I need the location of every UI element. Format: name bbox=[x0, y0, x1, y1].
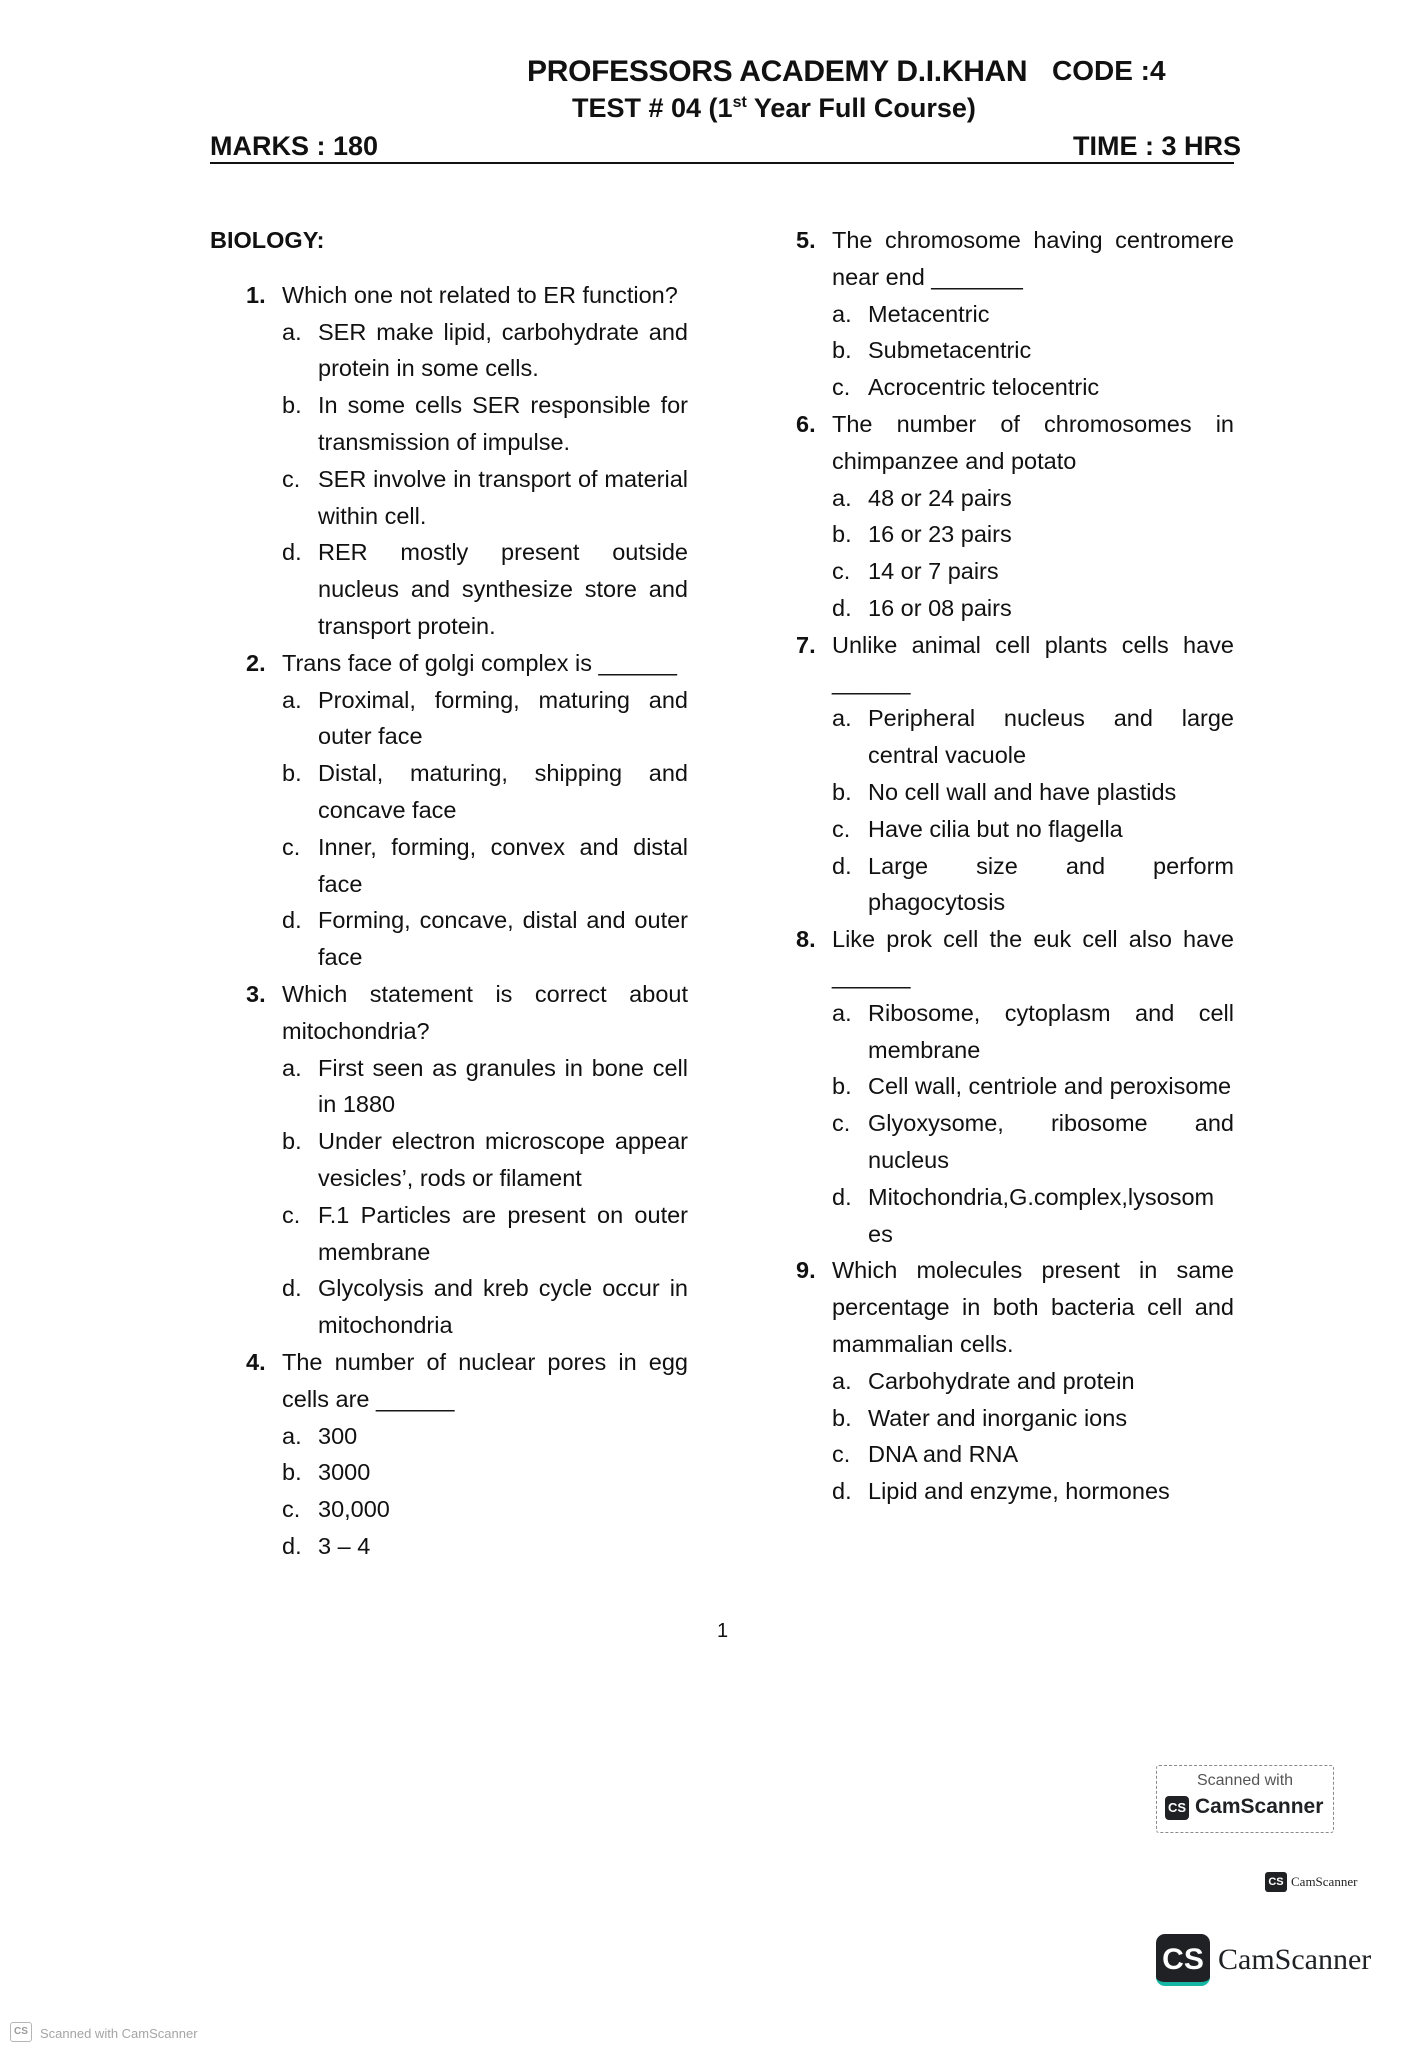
question-text: Which statement is correct about mitochondria? bbox=[282, 980, 688, 1044]
option-text: Glycolysis and kreb cycle occur in mitochondria bbox=[318, 1275, 688, 1339]
option-letter: c. bbox=[282, 1496, 301, 1523]
camscanner-stamp-caption: Scanned with bbox=[1196, 1772, 1294, 1789]
option-letter: a. bbox=[832, 1367, 852, 1394]
camscanner-footer-text: Scanned with CamScanner bbox=[40, 2026, 198, 2041]
option-text: RER mostly present outside nucleus and synthesize store and transport protein. bbox=[318, 539, 688, 639]
option-letter: b. bbox=[832, 337, 852, 364]
option-text: Lipid and enzyme, hormones bbox=[868, 1478, 1170, 1505]
option-letter: c. bbox=[282, 1201, 301, 1228]
question-number: 1. bbox=[246, 281, 266, 308]
option-letter: b. bbox=[282, 392, 302, 419]
option-letter: b. bbox=[832, 521, 852, 548]
option-letter: d. bbox=[832, 1478, 852, 1505]
camscanner-small-name: CamScanner bbox=[1291, 1874, 1358, 1889]
option bbox=[832, 774, 1234, 811]
option-text: 14 or 7 pairs bbox=[868, 558, 999, 585]
section-title: BIOLOGY: bbox=[210, 227, 325, 253]
test-subtitle: TEST # 04 (1st Year Full Course) bbox=[572, 93, 976, 123]
question-text: The chromosome having centromere near end _______ bbox=[832, 227, 1234, 290]
option-text: F.1 Particles are present on outer membrane bbox=[318, 1201, 688, 1265]
option bbox=[832, 296, 1234, 333]
option-letter: a. bbox=[832, 484, 852, 511]
question-text: The number of nuclear pores in egg cells are ______ bbox=[282, 1348, 688, 1412]
option bbox=[832, 995, 1234, 1069]
option-text: Ribosome, cytoplasm and cell membrane bbox=[868, 999, 1234, 1063]
option bbox=[832, 1363, 1234, 1400]
option-letter: d. bbox=[282, 907, 302, 934]
option bbox=[282, 314, 688, 388]
option-text: Water and inorganic ions bbox=[868, 1404, 1128, 1431]
option bbox=[282, 387, 688, 461]
option bbox=[282, 1418, 688, 1455]
option-text: Under electron microscope appear vesicles’, rods or filament bbox=[318, 1128, 688, 1191]
option-text: DNA and RNA bbox=[868, 1441, 1019, 1468]
option bbox=[832, 369, 1234, 406]
option-letter: b. bbox=[282, 1128, 302, 1155]
camscanner-big-logo-icon: CS bbox=[1156, 1934, 1210, 1986]
option bbox=[832, 553, 1234, 590]
option-letter: c. bbox=[832, 374, 851, 401]
option-letter: d. bbox=[832, 1183, 852, 1210]
camscanner-stamp-name: CamScanner bbox=[1195, 1795, 1324, 1818]
option-letter: c. bbox=[832, 1110, 851, 1137]
option-letter: d. bbox=[282, 539, 302, 566]
time-allowed: TIME : 3 HRS bbox=[1073, 131, 1242, 161]
option bbox=[832, 1068, 1234, 1105]
question-text: Like prok cell the euk cell also have ______ bbox=[832, 926, 1234, 989]
option bbox=[282, 1270, 688, 1344]
question-number: 2. bbox=[246, 649, 266, 676]
option bbox=[832, 332, 1234, 369]
camscanner-small-logo-icon: CS bbox=[1265, 1872, 1287, 1892]
option-letter: b. bbox=[832, 778, 852, 805]
option bbox=[832, 1436, 1234, 1473]
question bbox=[210, 1344, 688, 1565]
option-letter: d. bbox=[832, 852, 852, 879]
option-letter: a. bbox=[282, 318, 302, 345]
option-text: Have cilia but no flagella bbox=[868, 815, 1123, 842]
question-number: 9. bbox=[796, 1257, 816, 1284]
question-number: 8. bbox=[796, 926, 816, 953]
question-number: 3. bbox=[246, 980, 266, 1007]
option-text: Large size and perform phagocytosis bbox=[868, 852, 1234, 916]
paper-code: CODE :4 bbox=[1052, 55, 1166, 86]
option bbox=[282, 902, 688, 976]
option-letter: a. bbox=[282, 1054, 302, 1081]
option bbox=[282, 1197, 688, 1271]
option bbox=[832, 1400, 1234, 1437]
option bbox=[282, 682, 688, 756]
question bbox=[796, 921, 1234, 1252]
question-text: Which molecules present in same percentage in both bacteria cell and mammalian cells. bbox=[832, 1257, 1234, 1357]
option bbox=[282, 1050, 688, 1124]
option-text: Cell wall, centriole and peroxisome bbox=[868, 1073, 1232, 1100]
option-letter: a. bbox=[282, 686, 302, 713]
option-letter: b. bbox=[282, 760, 302, 787]
option bbox=[282, 461, 688, 535]
option-text: Submetacentric bbox=[868, 337, 1032, 364]
option bbox=[282, 1123, 688, 1197]
institute-title: PROFESSORS ACADEMY D.I.KHAN bbox=[527, 55, 1028, 88]
question bbox=[796, 222, 1234, 406]
question-number: 4. bbox=[246, 1348, 266, 1375]
option-letter: c. bbox=[832, 1441, 851, 1468]
option-text: Proximal, forming, maturing and outer face bbox=[318, 686, 688, 750]
option-text: 16 or 23 pairs bbox=[868, 521, 1012, 548]
option bbox=[282, 829, 688, 903]
total-marks: MARKS : 180 bbox=[210, 131, 379, 161]
question bbox=[210, 277, 688, 645]
option bbox=[282, 534, 688, 644]
option bbox=[282, 1528, 688, 1565]
option bbox=[282, 1454, 688, 1491]
option-text: Mitochondria,G.complex,lysosom es bbox=[868, 1183, 1215, 1247]
camscanner-footer-logo-icon: CS bbox=[10, 2022, 32, 2042]
option-text: 300 bbox=[318, 1422, 358, 1449]
option bbox=[832, 1473, 1234, 1510]
option-text: SER make lipid, carbohydrate and protein in some cells. bbox=[318, 318, 688, 382]
option bbox=[282, 1491, 688, 1528]
option-letter: c. bbox=[832, 815, 851, 842]
option bbox=[832, 590, 1234, 627]
option-text: Metacentric bbox=[868, 300, 990, 327]
header-rule bbox=[210, 162, 1234, 164]
question-number: 5. bbox=[796, 227, 816, 253]
option-letter: c. bbox=[282, 833, 301, 860]
left-column bbox=[210, 222, 688, 1565]
option-letter: a. bbox=[832, 300, 852, 327]
option-letter: c. bbox=[832, 558, 851, 585]
option-letter: d. bbox=[282, 1275, 302, 1302]
camscanner-big-name: CamScanner bbox=[1218, 1943, 1372, 1976]
option bbox=[832, 1179, 1234, 1253]
question bbox=[210, 976, 688, 1344]
option bbox=[832, 811, 1234, 848]
option bbox=[832, 700, 1234, 774]
question bbox=[796, 627, 1234, 921]
option-letter: a. bbox=[282, 1422, 302, 1449]
page-number: 1 bbox=[717, 1620, 729, 1642]
question-text: Unlike animal cell plants cells have ______ bbox=[832, 631, 1234, 695]
option-letter: b. bbox=[832, 1073, 852, 1100]
question-text: Which one not related to ER function? bbox=[282, 281, 678, 308]
option bbox=[832, 516, 1234, 553]
option-text: Forming, concave, distal and outer face bbox=[318, 907, 688, 971]
option-text: SER involve in transport of material within cell. bbox=[318, 465, 688, 529]
option-text: Peripheral nucleus and large central vacuole bbox=[868, 705, 1234, 769]
option-letter: b. bbox=[832, 1404, 852, 1431]
option-text: 30,000 bbox=[318, 1496, 390, 1523]
option-text: 3 – 4 bbox=[318, 1532, 371, 1559]
option bbox=[832, 1105, 1234, 1179]
option-text: Distal, maturing, shipping and concave face bbox=[318, 760, 688, 823]
question-number: 6. bbox=[796, 410, 816, 437]
option-text: Acrocentric telocentric bbox=[868, 374, 1100, 401]
option-letter: d. bbox=[282, 1532, 302, 1559]
option-letter: b. bbox=[282, 1459, 302, 1486]
option-text: First seen as granules in bone cell in 1880 bbox=[318, 1054, 688, 1118]
option bbox=[282, 755, 688, 829]
option-text: In some cells SER responsible for transmission of impulse. bbox=[318, 392, 688, 455]
camscanner-logo-icon: CS bbox=[1165, 1796, 1189, 1820]
option-text: 3000 bbox=[318, 1459, 371, 1486]
option-text: No cell wall and have plastids bbox=[868, 778, 1177, 805]
question-text: The number of chromosomes in chimpanzee and potato bbox=[832, 410, 1234, 474]
right-column bbox=[796, 222, 1234, 1510]
option-text: Inner, forming, convex and distal face bbox=[318, 833, 688, 897]
option-letter: a. bbox=[832, 705, 852, 732]
option-text: 16 or 08 pairs bbox=[868, 594, 1012, 621]
option-text: Carbohydrate and protein bbox=[868, 1367, 1135, 1394]
option bbox=[832, 480, 1234, 517]
option-text: 48 or 24 pairs bbox=[868, 484, 1012, 511]
question-text: Trans face of golgi complex is ______ bbox=[282, 649, 677, 676]
question bbox=[210, 645, 688, 976]
option-letter: d. bbox=[832, 594, 852, 621]
option bbox=[832, 848, 1234, 922]
option-letter: a. bbox=[832, 999, 852, 1026]
option-text: Glyoxysome, ribosome and nucleus bbox=[868, 1110, 1234, 1173]
option-letter: c. bbox=[282, 465, 301, 492]
camscanner-stamp bbox=[1156, 1765, 1334, 1833]
question bbox=[796, 406, 1234, 627]
question-number: 7. bbox=[796, 631, 816, 658]
question bbox=[796, 1252, 1234, 1510]
